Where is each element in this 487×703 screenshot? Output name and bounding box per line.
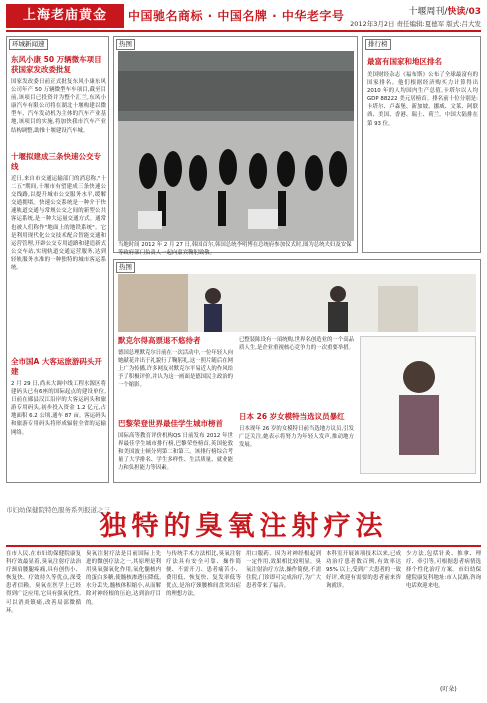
article-paris: 国际高等教育评价机构QS 日前发布 2012 年世界最佳学生城市排行榜,巴黎荣登榜首,英国伦敦和美国波士顿分列第二和第三。该排行榜综合考量了大学排名、学生多样性、生活质量、就业能力和负担能力等因素。 <box>118 433 233 472</box>
photo-illustration <box>118 51 354 241</box>
article-model: 日本现年 26 岁的女模特日前当选地方议员,引发广泛关注,她表示将努力为年轻人发声,推动地方发展。 <box>239 426 354 449</box>
ranking-column <box>362 36 481 253</box>
hot-photo-top <box>113 36 358 256</box>
feature-byline: (叮朵) <box>440 686 457 693</box>
feature-title: 独特的臭氧注射疗法 <box>99 511 388 542</box>
headline-dongfeng: 东风小康 50 万辆微车项目获国家发改委批复 <box>11 55 102 74</box>
photo-strip-illustration <box>118 274 476 332</box>
article-dongfeng: 国家发改委日前正式批复东风小康东风公司年产 50 万辆微型车车项目,截至目前,该项目已投资并为整个汇兰,东风小康汽车有限公司将在湖北十堰构建以微型车、汽车发动机为主体的汽车产业基地,该项目的实施,将加快我市汽车产业结构调整,助推十堰建设汽车城。 <box>11 79 106 134</box>
masthead-meta: 2012年3月2日 责任编辑:夏德军 版式:吕大发 <box>350 20 481 28</box>
article-merkel: 德国总理默克尔日前在一次活动中,一位年轻人向她献花并出于礼貌行了鞠躬礼,这一照片随后在网上广为传播,许多网友对默克尔平易近人的作风给予了积极评价,并认为这一画面是德国民主政治的一个缩影。 <box>118 350 233 389</box>
masthead-slogan: 中国驰名商标 · 中国名牌 · 中华老字号 <box>128 9 345 23</box>
feature-column-1: 在市人民,在市妇幼保健院康复科疗效最显着,臭氧注射疗法治疗颈肩腰腿疼痛,具有创伤小、恢复快、疗效持久等优点,深受患者信赖。臭氧在医学上已经得到广泛应用,它具有强氧化性,可以消炎镇痛,改善局部微循环。 <box>6 551 81 614</box>
photo-caption-top: 当地时间 2012 年 2 月 27 日,韩国首尔,韩国总统李明博在总统府参加仪式时,图为总统夫妇及安保等政府部门负责人一起向嘉宾鞠躬致敬。 <box>118 242 352 256</box>
headline-paris: 巴黎荣登世界最佳学生城市榜首 <box>118 419 223 428</box>
headline-brt: 十堰拟建成三条快速公交专线 <box>11 152 101 171</box>
feature-rule <box>6 545 481 547</box>
section-name: 快读 <box>447 7 466 17</box>
masthead-logo: 上海老庙黄金 <box>6 4 124 28</box>
masthead <box>6 4 481 28</box>
page-indicator: 十堰周刊/快读/03 <box>408 7 481 17</box>
feature-subtitle-bar <box>6 497 481 514</box>
article-continued: 已整装陈设有一項统购,世界名创造业的一个高品质人生,是企业重视核心竞争力的一次重要举措。 <box>239 337 354 352</box>
article-richest: 美国财经杂志《福布斯》公布了全球最富有的国家排名。他们根据经济购买力计算得出 2010 年的人均国内生产总值,卡塔尔以人均GDP 88222 美元居榜首。排名前十位分别是:卡塔尔、卢森堡、新加坡、挪威、文莱、阿联酋、美国、香港、瑞士、荷兰。中国大陆排在第 93 位。 <box>367 72 478 127</box>
headline-merkel: 默克尔得高票退不悠待者 <box>118 336 201 345</box>
photo-side-illustration <box>361 337 476 474</box>
section-tag: 热图 <box>116 39 135 50</box>
feature-column-2: 臭氧注射疗法是目前国际上先进的微创疗法之一,其原理是利用臭氧强氧化作用,氧化髓核内的蛋白多糖,使髓核渗透压降低,水分丢失,髓核体积缩小,从而解除对神经根的压迫,达到治疗目的。 <box>86 551 161 606</box>
news-brief-column <box>6 36 109 483</box>
photo-side <box>360 336 476 474</box>
article-brt: 近日,来自市交通运输部门的消息称,"十二五"期间,十堰市有望建成三条快速公交线路,以提升城市公交服务水平,缓解交通拥堵。快速公交系统是一种介于快速轨道交通与常规公交之间的新型公共客运系统,是一种大运量交通方式。通常也被人们称作"地面上的地铁系统"。它是利用现代化公交技术配合智能交通和运营管理,开辟公交专用道路和建造新式公交车站,实现轨道交通运营服务,达到轻轨服务水准的一种独特的城市客运系统。 <box>11 176 106 272</box>
photo-bowing-ceremony <box>118 51 354 241</box>
feature-column-3: 与传统手术方法相比,臭氧注射疗法具有安全可靠、操作简便、不需开刀、患者痛苦小、费用低、恢复快、复发率低等优点,是治疗颈腰椎间盘突出症的理想方法。 <box>166 551 241 598</box>
masthead-right <box>350 4 481 28</box>
headline-richest: 最富有国家和地区排名 <box>367 57 442 66</box>
headline-wharf: 全市国A 大客运旅游码头开建 <box>11 357 102 376</box>
headline-model: 日本 26 岁女模特当选议员暴红 <box>239 412 345 421</box>
page-number: 03 <box>468 7 481 17</box>
section-tag: 环城新闻速 <box>9 39 48 50</box>
feature-column-6: 少方法,包括针灸、推拿、理疗、牵引等,可根据患者病情选择个性化治疗方案。市妇幼保健院康复科地址:市人民路,咨询电话欢迎来电。 <box>406 551 481 590</box>
section-tag: 排行榜 <box>365 39 391 50</box>
feature-column-5: 本科室开展该项技术以来,已成功治疗患者数百例,有效率达 95% 以上,受到广大患者的一致好评,欢迎有需要的患者前来咨询就诊。 <box>326 551 401 590</box>
photo-strip <box>118 274 476 332</box>
section-tag: 热图 <box>116 262 135 273</box>
edition-name: 十堰周刊 <box>408 7 445 17</box>
hot-news-bottom <box>113 259 481 483</box>
feature-subtitle: 市妇幼保健院特色服务系列报道之三 <box>6 506 110 514</box>
feature-column-4: 用口服药、因为对神经根起到一定作用,效果相比较明显。臭氧注射治疗方法,操作简便,不需住院,门诊即可完成治疗,为广大患者带来了福音。 <box>246 551 321 590</box>
masthead-rule <box>6 30 481 32</box>
article-wharf: 2 月 29 日,尚未大调中线工程水源区将建码头已有6座的国际起点的建设单位,日前在郧县汉江沿岸的大客运码头和旅游专用码头,初步投入资金 1.2 亿元,占地面积 6.2 公顷,通车 87 亩。客运码头和旅游专用码头将形成辐射全省的运输网络。 <box>11 381 106 436</box>
